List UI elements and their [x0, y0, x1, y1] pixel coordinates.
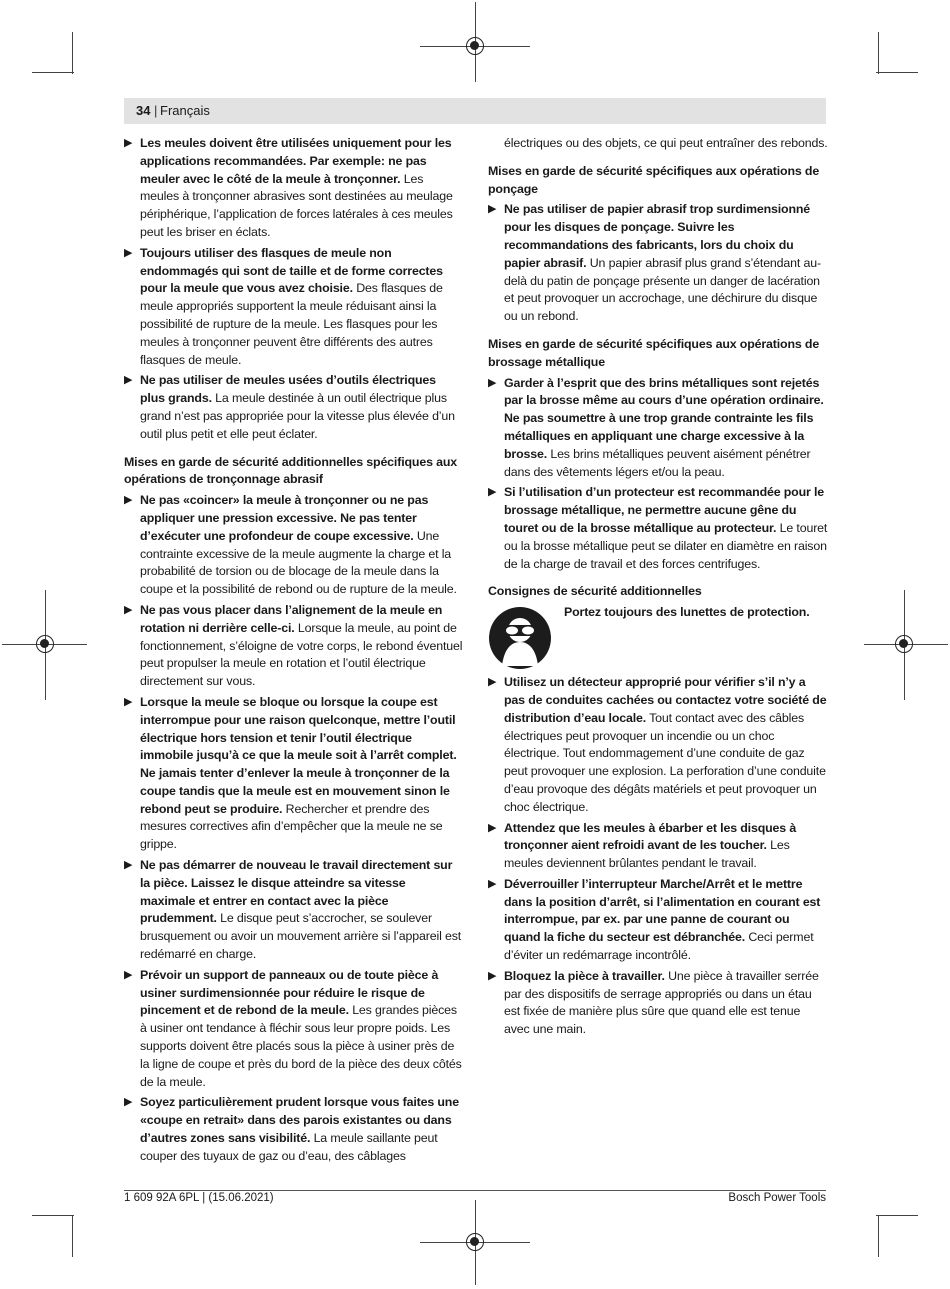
section-heading: Consignes de sécurité additionnelles — [488, 584, 702, 599]
item-text: Les meules à tronçonner abrasives sont destinées au meulage périphérique, l’application de forces latérales à ces meules peut les briser en éclats. — [140, 171, 453, 239]
list-item — [124, 694, 464, 854]
item-bold: Les meules doivent être utilisées uniquement pour les applications recommandées. Par exemple: ne pas meuler avec le côté de la meule à tronçonner. — [140, 136, 452, 186]
section-heading: Mises en garde de sécurité spécifiques aux opérations de ponçage — [488, 163, 820, 196]
bullet-list — [488, 201, 828, 326]
arrow-right-icon: ▶ — [124, 1096, 133, 1109]
list-item — [124, 135, 464, 242]
item-text: La meule saillante peut couper des tuyaux de gaz ou d’eau, des câblages — [140, 1131, 438, 1163]
item-text: Un papier abrasif plus grand s’étendant au-delà du patin de ponçage présente un danger de lacération et peut provoquer un accrochage, une déchirure du disque ou un rebond. — [504, 255, 821, 324]
list-item — [488, 201, 828, 326]
item-text: Une contrainte excessive de la meule augmente la charge et la probabilité de torsion ou de blocage de la meule dans la coupe et la possibilité de rebond ou de rupture de la meule. — [140, 528, 457, 597]
language-label: Français — [160, 103, 210, 118]
list-item — [124, 1094, 464, 1165]
crop-mark — [878, 32, 879, 74]
continued-text: électriques ou des objets, ce qui peut entraîner des rebonds. — [504, 136, 828, 150]
brand-footer: Bosch Power Tools — [728, 1192, 826, 1204]
item-text: Lorsque la meule, au point de fonctionnement, s’éloigne de votre corps, le rebond éventuel peut propulser la meule en rotation et l’outil électrique directement sur vous. — [140, 620, 463, 689]
list-item — [124, 857, 464, 964]
arrow-right-icon: ▶ — [488, 676, 497, 689]
document-reference: 1 609 92A 6PL | (15.06.2021) — [124, 1192, 274, 1204]
item-bold: Utilisez un détecteur approprié pour vérifier s’il n’y a pas de conduites cachées ou contactez votre société de distribution d’eau locale. — [504, 675, 827, 725]
list-item — [124, 967, 464, 1092]
item-bold: Toujours utiliser des flasques de meule non endommagés qui sont de taille et de forme correctes pour la meule que vous avez choisie. — [140, 245, 443, 296]
item-text: Les brins métalliques peuvent aisément pénétrer dans des vêtements légers et/ou la peau. — [504, 446, 811, 479]
list-item — [124, 492, 464, 599]
arrow-right-icon: ▶ — [488, 969, 497, 982]
item-bold: Attendez que les meules à ébarber et les disques à tronçonner aient refroidi avant de les toucher. — [504, 820, 797, 853]
registration-mark-icon — [466, 1233, 484, 1251]
crop-mark — [32, 1215, 74, 1216]
list-item — [488, 674, 828, 816]
list-item — [124, 602, 464, 691]
arrow-right-icon: ▶ — [124, 374, 133, 387]
arrow-right-icon: ▶ — [124, 603, 133, 616]
registration-mark-icon — [36, 635, 54, 653]
item-text: Rechercher et prendre des mesures correctives afin d’empêcher que la meule ne se grippe. — [140, 801, 443, 852]
item-bold: Ne pas démarrer de nouveau le travail directement sur la pièce. Laissez le disque atteindre sa vitesse maximale et entrer en contact avec la pièce prudemment. — [140, 858, 453, 926]
footer-divider — [124, 1190, 826, 1191]
item-bold: Ne pas utiliser de papier abrasif trop surdimensionné pour les disques de ponçage. Suivre les recommandations des fabricants, lors du choix du papier abrasif. — [504, 202, 811, 270]
item-text: Le touret ou la brosse métallique peut se dilater en diamètre en raison de la charge de travail et des forces centrifuges. — [504, 520, 828, 571]
arrow-right-icon: ▶ — [124, 859, 133, 872]
list-item — [488, 375, 828, 482]
item-bold: Garder à l’esprit que des brins métalliques sont rejetés par la brosse même au cours d’une opération ordinaire. Ne pas soumettre à une trop grande contrainte les fils métalliques en appliquant une charge excessive à la brosse. — [504, 375, 824, 461]
item-text: Le disque peut s’accrocher, se soulever brusquement ou avoir un mouvement arrière si l’appareil est redémarré en charge. — [140, 911, 462, 962]
crop-mark — [876, 1215, 918, 1216]
bullet-list — [488, 375, 828, 574]
crop-mark — [876, 72, 918, 73]
bullet-list — [124, 135, 464, 444]
header-separator: | — [154, 103, 158, 118]
crop-mark — [32, 72, 74, 73]
item-bold: Ne pas utiliser de meules usées d’outils électriques plus grands. — [140, 373, 436, 406]
crop-mark — [72, 32, 73, 74]
section-heading: Mises en garde de sécurité spécifiques aux opérations de brossage métallique — [488, 336, 820, 369]
goggles-warning: Portez toujours des lunettes de protection. — [564, 605, 810, 620]
arrow-right-icon: ▶ — [124, 137, 133, 149]
item-text: Ceci permet d’éviter un redémarrage incontrôlé. — [504, 930, 814, 963]
item-bold: Soyez particulièrement prudent lorsque vous faites une «coupe en retrait» dans des parois existantes ou dans d’autres zones sans visibilité. — [140, 1095, 459, 1146]
list-item — [488, 876, 828, 965]
item-text: Des flasques de meule appropriés supportent la meule réduisant ainsi la possibilité de rupture de la meule. Les flasques pour les meules à tronçonner peuvent être différents des autres flasques de meule. — [140, 281, 443, 367]
page-number: 34 — [136, 103, 151, 118]
arrow-right-icon: ▶ — [488, 203, 497, 216]
safety-goggles-icon — [488, 606, 552, 670]
registration-mark-icon — [466, 37, 484, 55]
item-bold: Prévoir un support de panneaux ou de toute pièce à usiner surdimensionnée pour réduire le risque de pincement et de rebond de la meule. — [140, 967, 439, 1018]
item-text: La meule destinée à un outil électrique plus grand n’est pas appropriée pour la vitesse plus élevée d’un outil plus petit et elle peut éclater. — [140, 391, 455, 441]
registration-mark-icon — [895, 635, 913, 653]
right-column — [488, 135, 828, 1042]
arrow-right-icon: ▶ — [488, 376, 497, 389]
bullet-list — [488, 674, 828, 1039]
crop-mark — [72, 1215, 73, 1257]
section-heading: Mises en garde de sécurité additionnelles spécifiques aux opérations de tronçonnage abrasif — [124, 454, 457, 487]
bullet-list — [124, 492, 464, 1165]
item-bold: Lorsque la meule se bloque ou lorsque la coupe est interrompue pour une raison quelconque, mettre l’outil électrique hors tension et tenir l’outil électrique immobile jusqu’à ce que la meule soit à l’arrêt complet. Ne jamais tenter d’enlever la meule à tronçonner de la coupe tandis que la meule est en mouvement sinon le rebond peut se produire. — [140, 694, 457, 816]
item-text: Une pièce à travailler serrée par des dispositifs de serrage appropriés ou dans un étau est fixée de manière plus sûre que quand elle est tenue avec une main. — [504, 968, 819, 1037]
item-bold: Si l’utilisation d’un protecteur est recommandée pour le brossage métallique, ne permettre aucune gêne du touret ou de la brosse métallique au protecteur. — [504, 485, 825, 535]
item-text: Les grandes pièces à usiner ont tendance à fléchir sous leur propre poids. Les supports doivent être placés sous la pièce à usiner près de la ligne de coupe et près du bord de la pièce des deux côtés de la meule. — [140, 1003, 462, 1089]
arrow-right-icon: ▶ — [124, 968, 133, 981]
item-bold: Bloquez la pièce à travailler. — [504, 968, 665, 983]
list-item — [124, 372, 464, 443]
item-text: Tout contact avec des câbles électriques peut provoquer un incendie ou un choc électrique. Tout endommagement d’une conduite de gaz peut provoquer une explosion. La perforation d’une conduite d’eau provoque des dégâts matériels et peut provoquer un choc électrique. — [504, 710, 826, 814]
arrow-right-icon: ▶ — [124, 494, 133, 507]
item-bold: Déverrouiller l’interrupteur Marche/Arrêt et le mettre dans la position d’arrêt, si l’alimentation en courant est interrompue, par ex. par une panne de courant ou quand la fiche du secteur est débranchée. — [504, 876, 821, 945]
list-item — [124, 245, 464, 370]
arrow-right-icon: ▶ — [124, 695, 133, 708]
arrow-right-icon: ▶ — [124, 246, 133, 259]
arrow-right-icon: ▶ — [488, 486, 497, 499]
left-column — [124, 135, 464, 1169]
list-item — [488, 484, 828, 573]
arrow-right-icon: ▶ — [488, 877, 497, 890]
list-item — [488, 968, 828, 1039]
item-text: Les meules deviennent brûlantes pendant le travail. — [504, 838, 790, 871]
item-bold: Ne pas vous placer dans l’alignement de la meule en rotation ni derrière celle-ci. — [140, 602, 443, 635]
list-item — [488, 820, 828, 873]
crop-mark — [878, 1215, 879, 1257]
page-header — [124, 98, 826, 124]
goggles-notice — [488, 604, 828, 670]
item-bold: Ne pas «coincer» la meule à tronçonner ou ne pas appliquer une pression excessive. Ne pas tenter d’exécuter une profondeur de coupe excessive. — [140, 493, 429, 543]
arrow-right-icon: ▶ — [488, 821, 497, 834]
